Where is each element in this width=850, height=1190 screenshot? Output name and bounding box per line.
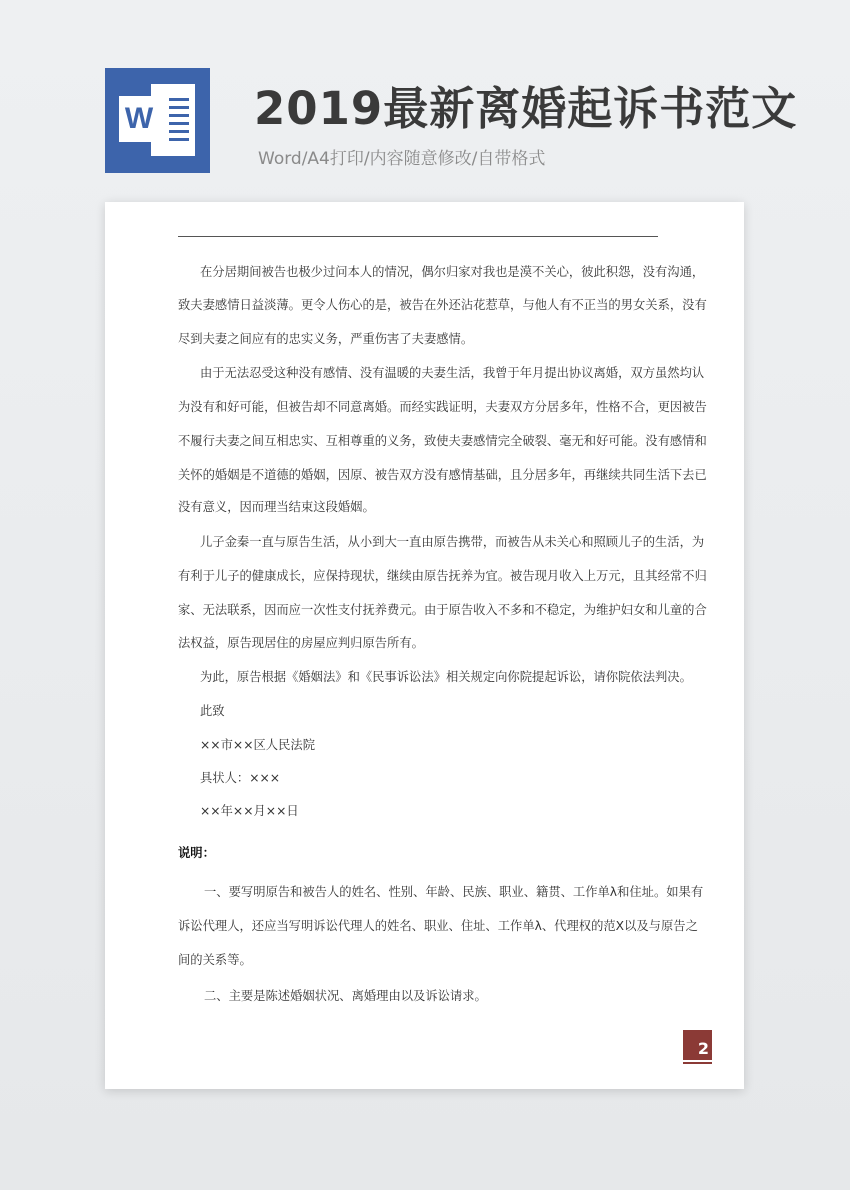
document-line: 二、主要是陈述婚姻状况、离婚理由以及诉讼请求。 bbox=[204, 989, 487, 1003]
note-heading: 说明： bbox=[178, 846, 215, 860]
document-line: 为此，原告根据《婚姻法》和《民事诉讼法》相关规定向你院提起诉讼，请你院依法判决。 bbox=[200, 670, 692, 684]
document-line: 诉讼代理人，还应当写明诉讼代理人的姓名、职业、住址、工作单λ、代理权的范X以及与原告之 bbox=[178, 919, 698, 933]
document-line: 儿子金秦一直与原告生活，从小到大一直由原告携带，而被告从未关心和照顾儿子的生活，为 bbox=[200, 535, 705, 549]
document-line: 关怀的婚姻是不道德的婚姻，因原、被告双方没有感情基础，且分居多年，再继续共同生活下去已 bbox=[178, 468, 707, 482]
document-line: 尽到夫妻之间应有的忠实义务，严重伤害了夫妻感情。 bbox=[178, 332, 474, 346]
document-line: 为没有和好可能，但被告却不同意离婚。而经实践证明，夫妻双方分居多年，性格不合，更因被告 bbox=[178, 400, 707, 414]
document-line: ××市××区人民法院 bbox=[200, 738, 315, 752]
document-line: ××年××月××日 bbox=[200, 804, 299, 818]
document-line: 家、无法联系，因而应一次性支付抚养费元。由于原告收入不多和不稳定，为维护妇女和儿童的合 bbox=[178, 603, 707, 617]
page-subtitle: Word/A4打印/内容随意修改/自带格式 bbox=[258, 149, 546, 169]
word-logo-icon bbox=[105, 68, 210, 173]
document-line: 不履行夫妻之间互相忠实、互相尊重的义务，致使夫妻感情完全破裂、毫无和好可能。没有感情和 bbox=[178, 434, 707, 448]
document-page bbox=[105, 202, 744, 1089]
document-line: 没有意义，因而理当结束这段婚姻。 bbox=[178, 500, 375, 514]
document-line: 一、要写明原告和被告人的姓名、性别、年龄、民族、职业、籍贯、工作单λ和住址。如果有 bbox=[204, 885, 704, 899]
document-line: 由于无法忍受这种没有感情、没有温暖的夫妻生活，我曾于年月提出协议离婚，双方虽然均认 bbox=[200, 366, 705, 380]
document-line: 此致 bbox=[200, 704, 225, 718]
document-line: 间的关系等。 bbox=[178, 953, 252, 967]
document-line: 致夫妻感情日益淡薄。更令人伤心的是，被告在外还沾花惹草，与他人有不正当的男女关系，没有 bbox=[178, 298, 707, 312]
page-title: 2019最新离婚起诉书范文 bbox=[254, 82, 798, 135]
document-line: 在分居期间被告也极少过问本人的情况，偶尔归家对我也是漠不关心，彼此积怨，没有沟通， bbox=[200, 265, 705, 279]
document-line: 具状人：××× bbox=[200, 771, 281, 785]
page-number-badge: 2 bbox=[683, 1030, 712, 1062]
document-line: 有利于儿子的健康成长，应保持现状，继续由原告抚养为宜。被告现月收入上万元，且其经常不归 bbox=[178, 569, 707, 583]
word-letter: W bbox=[119, 96, 159, 142]
header-rule bbox=[178, 236, 658, 237]
document-line: 法权益，原告现居住的房屋应判归原告所有。 bbox=[178, 636, 424, 650]
